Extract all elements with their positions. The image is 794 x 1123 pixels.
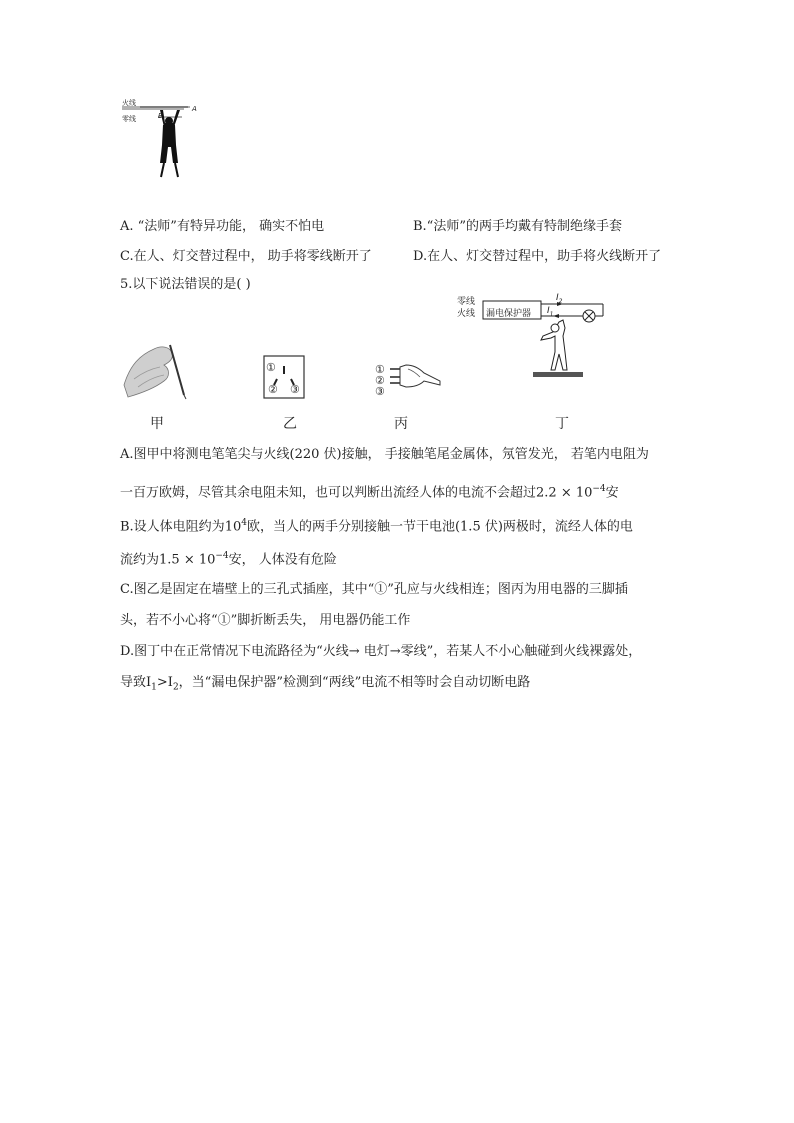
plug-mark-2: ② [375,374,385,387]
figure-label-bing: 丙 [394,416,408,432]
figure-ding-circuit [455,292,615,384]
q5-option-d-gt: > [156,675,168,690]
plug-mark-1: ① [375,363,385,376]
q5-option-b-current: 1.5 × 10 [159,552,216,568]
q5-option-b-resistance: 10 [224,519,242,535]
ding-label-neutral: 零线 [457,297,476,307]
ding-i1-symbol: I [547,306,550,316]
ding-label-fire: 火线 [457,309,476,319]
figure-label-jia: 甲 [150,416,164,432]
q4-option-d: D.在人、灯交替过程中，助手将火线断开了 [413,249,662,264]
q5-option-d-i1: I [146,675,152,690]
q5-option-a-line1: A.图甲中将测电笔笔尖与火线(220 伏)接触， 手接触笔尾金属体，氖管发光， 若笔内电阻为 [120,447,649,462]
q5-option-d-line2 [120,674,530,697]
ding-i2-symbol: I [556,293,559,303]
q5-option-a-exp: −4 [592,484,606,494]
ding-i1-label [547,306,553,318]
q5-option-d-prefix: 导致 [120,675,147,690]
q5-option-a-unit: 安 [605,485,619,501]
q4-option-b: B.“法师”的两手均戴有特制绝缘手套 [413,219,622,234]
q4-option-a: A. “法师”有特异功能， 确实不怕电 [120,219,325,234]
q5-option-b-suffix: 欧，当人的两手分别接触一节干电池(1.5 伏)两极时，流经人体的电 [246,519,633,535]
figure-label-yi: 乙 [283,416,297,432]
q5-option-d-i1-sub: 1 [151,682,157,693]
q5-option-d-suffix: ，当“漏电保护器”检测到“两线”电流不相等时会自动切断电路 [178,675,531,690]
label-fire-wire: 火线 [122,99,136,107]
q5-option-b-line2-suffix: 安， 人体没有危险 [228,552,337,568]
q5-option-b-prefix: B.设人体电阻约为 [120,519,225,535]
q5-option-b-line2 [120,547,337,569]
q5-option-c-line2: 头，若不小心将“①”脚折断丢失， 用电器仍能工作 [120,613,411,628]
q5-option-d-line1: D.图丁中在正常情况下电流路径为“火线→ 电灯→零线”，若某人不小心触碰到火线裸露处， [120,644,642,659]
q5-option-c-line1: C.图乙是固定在墙壁上的三孔式插座，其中“①”孔应与火线相连；图丙为用电器的三脚插 [120,582,628,597]
q5-stem: 5.以下说法错误的是( ) [120,277,251,292]
q5-option-b-current-exp: −4 [215,551,229,561]
figure-bing-plug [388,363,444,395]
ding-i2-sub: 2 [558,297,563,305]
q4-option-c: C.在人、灯交替过程中， 助手将零线断开了 [120,249,372,264]
q5-option-a-line2 [120,480,619,502]
q5-option-d-i2: I [167,675,173,690]
plug-mark-3: ③ [375,385,385,398]
figure-label-ding: 丁 [555,416,569,432]
ding-i2-label [556,293,562,305]
label-neutral-wire: 零线 [122,115,136,123]
q5-option-b-resistance-exp: 4 [241,518,247,528]
ding-i1-sub: 1 [549,310,554,318]
q5-option-b-line1 [120,514,633,536]
q5-option-b-line2-prefix: 流约为 [120,552,160,568]
socket-mark-1: ① [266,361,276,374]
label-point-a: A [192,105,197,113]
q5-option-a-value: 2.2 × 10 [536,485,593,501]
ding-protector-label: 漏电保护器 [486,309,532,319]
socket-mark-2: ② [268,383,278,396]
label-point-b: B [158,112,163,120]
socket-mark-3: ③ [290,383,300,396]
q5-option-d-i2-sub: 2 [172,682,179,693]
figure-jia-test-pen [120,335,192,401]
q5-option-a-text: 一百万欧姆，尽管其余电阻未知，也可以判断出流经人体的电流不会超过 [120,485,537,501]
